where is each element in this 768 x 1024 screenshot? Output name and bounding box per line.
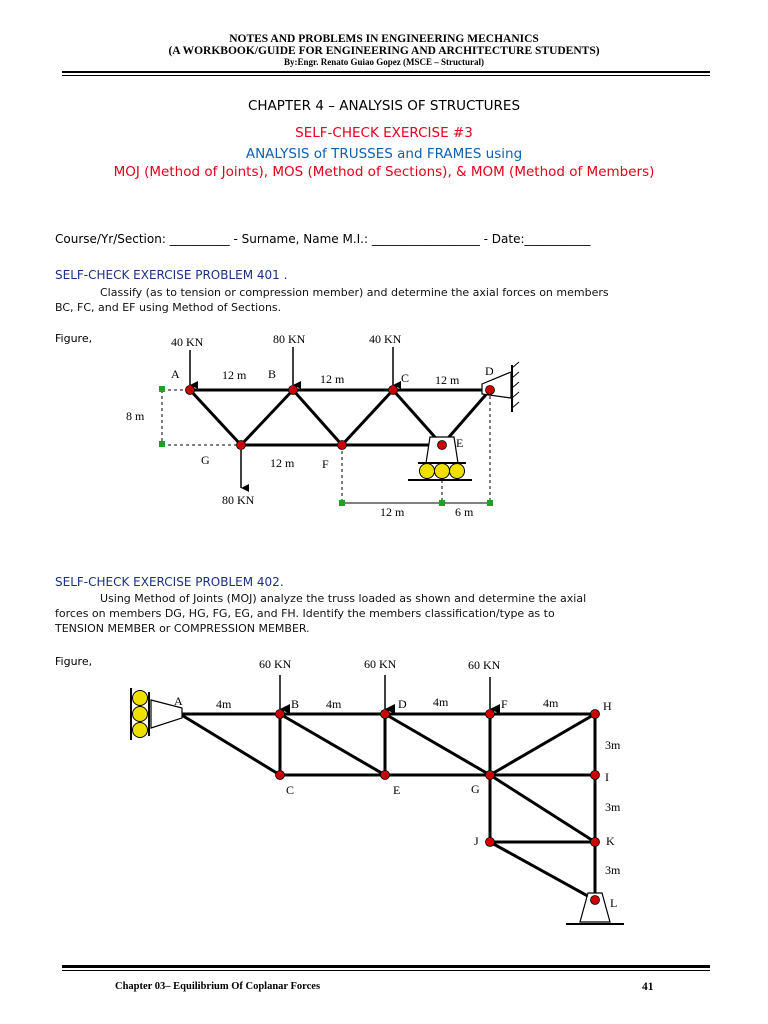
joint-label: H [603, 699, 612, 713]
dimension-label: 12 m [380, 505, 405, 519]
joint-label: C [401, 371, 410, 385]
joint-label: A [174, 694, 183, 708]
load-label: 60 KN [259, 657, 292, 671]
dimension-label: 12 m [435, 373, 460, 387]
joint-label: D [485, 364, 494, 378]
problem-401-figure-label: Figure, [55, 332, 93, 345]
joint-label: F [501, 697, 508, 711]
book-author: By:Engr. Renato Guiao Gopez (MSCE – Structural) [284, 57, 484, 67]
methods-title: MOJ (Method of Joints), MOS (Method of Sections), & MOM (Method of Members) [113, 164, 655, 180]
joint-label: I [605, 770, 609, 784]
dimension-label: 6 m [455, 505, 474, 519]
joint-label: C [286, 783, 295, 797]
student-info-line: Course/Yr/Section: __________ - Surname, Name M.I.: __________________ - Date:___________ [55, 232, 591, 246]
joint-label: E [393, 783, 401, 797]
dimension-label: 4m [543, 696, 559, 710]
load-label: 40 KN [369, 332, 402, 346]
footer-chapter: Chapter 03– Equilibrium Of Coplanar Forces [115, 981, 321, 992]
load-label: 80 KN [273, 332, 306, 346]
exercise-title: SELF-CHECK EXERCISE #3 [295, 125, 473, 141]
footer-rule [62, 965, 710, 968]
problem-401-text-2: BC, FC, and EF using Method of Sections. [55, 301, 282, 314]
dimension-label: 12 m [320, 372, 345, 386]
joint-label: G [201, 453, 210, 467]
book-title: NOTES AND PROBLEMS IN ENGINEERING MECHANICS [229, 33, 539, 45]
load-label: 80 KN [222, 493, 255, 507]
book-subtitle: (A WORKBOOK/GUIDE FOR ENGINEERING AND ARCHITECTURE STUDENTS) [168, 45, 600, 57]
page-number: 41 [642, 981, 654, 993]
problem-402-figure-label: Figure, [55, 655, 93, 668]
dimension-label: 4m [326, 697, 342, 711]
joint-label: F [322, 457, 329, 471]
dimension-label: 8 m [126, 409, 145, 423]
joint-label: B [291, 697, 300, 711]
load-arrow-icon [280, 675, 490, 709]
dimension-label: 3m [605, 800, 621, 814]
truss-402-members [180, 714, 595, 900]
joint-label: E [456, 436, 464, 450]
problem-402-text-3: TENSION MEMBER or COMPRESSION MEMBER. [55, 622, 310, 635]
dimension-label: 3m [605, 863, 621, 877]
dimension-label: 3m [605, 738, 621, 752]
joint-label: G [471, 782, 480, 796]
joint-label: K [606, 834, 615, 848]
problem-402-text-1: Using Method of Joints (MOJ) analyze the truss loaded as shown and determine the axial [100, 592, 587, 605]
joint-label: B [268, 367, 277, 381]
dimension-label: 4m [216, 697, 232, 711]
dimension-label: 12 m [270, 456, 295, 470]
joint-label: A [171, 367, 180, 381]
joint-label: D [398, 697, 407, 711]
problem-401-title: SELF-CHECK EXERCISE PROBLEM 401 . [55, 268, 288, 282]
analysis-title: ANALYSIS of TRUSSES and FRAMES using [245, 146, 523, 162]
joint-label: J [474, 834, 479, 848]
problem-402-text-2: forces on members DG, HG, FG, EG, and FH. Identify the members classification/type as to [55, 607, 555, 620]
dimension-label: 12 m [222, 368, 247, 382]
dimension-label: 4m [433, 695, 449, 709]
load-label: 60 KN [364, 657, 397, 671]
problem-401-text-1: Classify (as to tension or compression member) and determine the axial forces on members [100, 286, 609, 299]
load-label: 40 KN [171, 335, 204, 349]
chapter-title: CHAPTER 4 – ANALYSIS OF STRUCTURES [247, 98, 521, 114]
problem-402-title: SELF-CHECK EXERCISE PROBLEM 402. [55, 575, 284, 589]
load-label: 60 KN [468, 658, 501, 672]
joint-label: L [610, 896, 618, 910]
footer-rule-thin [62, 970, 710, 971]
